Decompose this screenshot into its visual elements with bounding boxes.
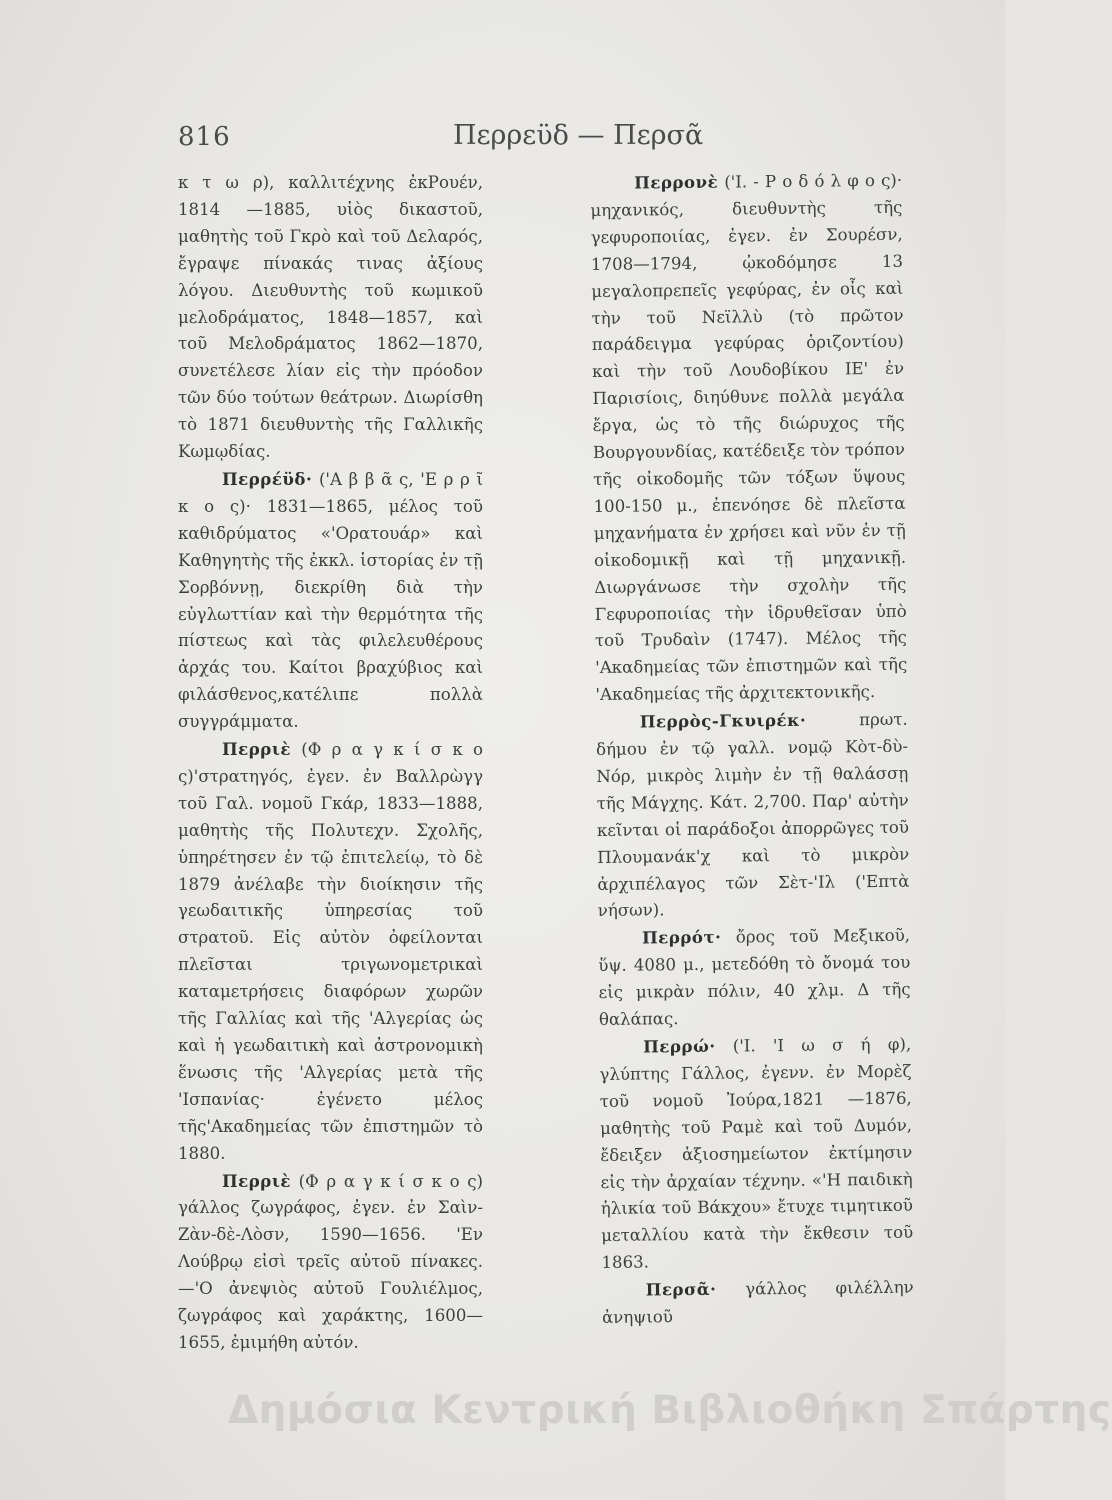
dictionary-entry (178, 1168, 483, 1357)
entry-text: ('Ι. - Ρ ο δ ό λ φ ο ς)· μηχανικός, διευθυντὴς τῆς γεφυροποιίας, ἐγεν. ἐν Σουρέσν, 1708—1794, ᾠκοδόμησε 13 μεγαλοπρεπεῖς γεφύρας, ἐν οἷς καὶ τὴν τοῦ Νεϊλλὺ (τὸ πρῶτον παράδειγμα γεφύρας ὁριζοντίου) καὶ τὴν τοῦ Λουδοβίκου ΙΕ' ἐν Παρισίοις, διηύθυνε πολλὰ μεγάλα ἔργα, ὡς τὸ τῆς διώρυχος τῆς Βουργουνδίας, κατέδειξε τὸν τρόπον τῆς οἰκοδομῆς τῶν τόξων ὕψους 100-150 μ., ἐπενόησε δὲ πλεῖστα μηχανήματα ἐν χρήσει καὶ νῦν ἐν τῇ οἰκοδομικῇ καὶ τῇ μηχανικῇ. Διωργάνωσε τὴν σχολὴν τῆς Γεφυροποιίας τὴν ἱδρυθεῖσαν ὑπὸ τοῦ Τρυδαὶν (1747). Μέλος τῆς 'Ακαδημείας τῶν ἐπιστημῶν καὶ τῆς 'Ακαδημείας τῆς ἀρχιτεκτονικῆς. (590, 170, 908, 705)
entry-text: ὄρος τοῦ Μεξικοῦ, ὕψ. 4080 μ., μετεδόθη τὸ ὄνομά του εἰς μικρὰν πόλιν, 40 χλμ. Δ τῆς θαλάπας. (598, 926, 911, 1030)
entry-text: (Φ ρ α γ κ ί σ κ ο ς) γάλλος ζωγράφος, ἐγεν. ἐν Σαὶν-Ζὰν-δὲ-Λὸσν, 1590—1656. 'Εν Λούβρῳ εἰσὶ τρεῖς αὐτοῦ πίνακες.—'Ο ἀνεψιὸς αὐτοῦ Γουλιέλμος, ζωγράφος καὶ χαράκτης, 1600—1655, ἐμιμήθη αὐτόν. (178, 1171, 484, 1352)
library-watermark: Δημόσια Κεντρική Βιβλιοθήκη Σπάρτης (228, 1388, 1112, 1433)
dictionary-entry (178, 736, 483, 1168)
entry-headword: Περρώ· (643, 1035, 716, 1057)
entry-headword: Περριὲ (222, 1170, 291, 1191)
entry-text: ('Α β β ᾶ ς, 'Ε ρ ρ ῖ κ ο ς)· 1831—1865, μέλος τοῦ καθιδρύματος «'Ορατουάρ» καὶ Καθηγητὴς τῆς ἐκκλ. ἱστορίας ἐν τῇ Σορβόννῃ, διεκρίθη διὰ τὴν εὐγλωττίαν καὶ τὴν θερμότητα τῆς πίστεως καὶ τὰς φιλελευθέρους ἀρχάς του. Καίτοι βραχύβιος καὶ φιλάσθενος,κατέλιπε πολλὰ συγγράμματα. (178, 469, 483, 732)
dictionary-entry (596, 706, 910, 926)
dictionary-entry (178, 466, 483, 736)
dictionary-entry (178, 170, 483, 466)
entry-text: κ τ ω ρ), καλλιτέχνης ἐκΡουέν, 1814 —1885, υἱὸς δικαστοῦ, μαθητὴς τοῦ Γκρὸ καὶ τοῦ Δελαρός, ἔγραψε πίνακάς τινας ἀξίους λόγου. Διευθυντὴς τοῦ κωμικοῦ μελοδράματος, 1848—1857, καὶ τοῦ Μελοδράματος 1862—1870, συνετέλεσε λίαν εἰς τὴν πρόοδον τῶν δύο τούτων θεάτρων. Διωρίσθη τὸ 1871 διευθυντὴς τῆς Γαλλικῆς Κωμῳδίας. (178, 173, 483, 462)
right-column (590, 167, 914, 1332)
entry-headword: Περρότ· (641, 927, 722, 948)
entry-headword: Περρὸς-Γκυιρέκ· (639, 709, 807, 732)
left-column (178, 170, 483, 1357)
entry-headword: Περσᾶ· (645, 1278, 717, 1300)
dictionary-entry (602, 1274, 915, 1332)
entry-text: γάλλος φιλέλλην ἀνηψιοῦ (601, 1277, 914, 1327)
dictionary-entry (598, 922, 911, 1034)
page-header (178, 118, 768, 158)
entry-headword: Περρέϋδ· (222, 468, 313, 489)
entry-headword: Περρονὲ (634, 171, 719, 193)
dictionary-entry (599, 1031, 914, 1277)
dictionary-entry (590, 167, 908, 709)
entry-text: ('Ι. 'Ι ω σ ή φ), γλύπτης Γάλλος, ἐγενν. ἐν Μορὲζ τοῦ νομοῦ Ἰούρα,1821 —1876, μαθητὴς τοῦ Ραμὲ καὶ τοῦ Δυμόν, ἔδειξεν ἀξιοσημείωτον ἐκτίμησιν εἰς τὴν ἀρχαίαν τέχνην. «'Η παιδικὴ ἡλικία τοῦ Βάκχου» ἔτυχε τιμητικοῦ μεταλλίου κατὰ τὴν ἔκθεσιν τοῦ 1863. (599, 1034, 914, 1273)
entry-text: πρωτ. δήμου ἐν τῷ γαλλ. νομῷ Κὸτ-δὺ-Νόρ, μικρὸς λιμὴν ἐν τῇ θαλάσσῃ τῆς Μάγχης. Κάτ. 2,700. Παρ' αὐτὴν κεῖνται οἱ παράδοξοι ἀπορρῶγες τοῦ Πλουμανάκ'χ καὶ τὸ μικρὸν ἀρχιπέλαγος τῶν Σὲτ-'Ιλ ('Επτὰ νήσων). (595, 709, 910, 921)
entry-text: (Φ ρ α γ κ ί σ κ ο ς)'στρατηγός, ἐγεν. ἐν Βαλλρὼγγ τοῦ Γαλ. νομοῦ Γκάρ, 1833—1888, μαθητὴς τῆς Πολυτεχν. Σχολῆς, ὑπηρέτησεν ἐν τῷ ἐπιτελείῳ, τὸ δὲ 1879 ἀνέλαβε τὴν διοίκησιν τῆς γεωδαιτικῆς ὑπηρεσίας τοῦ στρατοῦ. Εἰς αὐτὸν ὀφείλονται πλεῖσται τριγωνομετρικαὶ καταμετρήσεις διαφόρων χωρῶν τῆς Γαλλίας καὶ τῆς 'Αλγερίας ὡς καὶ ἡ γεωδαιτικὴ καὶ ἀστρονομικὴ ἕνωσις τῆς 'Αλγερίας μετὰ τῆς 'Ισπανίας· ἐγένετο μέλος τῆς'Ακαδημείας τῶν ἐπιστημῶν τὸ 1880. (178, 740, 483, 1163)
entry-headword: Περριὲ (222, 739, 291, 760)
running-head: Περρεϋδ — Περσᾶ (453, 120, 704, 151)
page-number: 816 (178, 122, 231, 152)
